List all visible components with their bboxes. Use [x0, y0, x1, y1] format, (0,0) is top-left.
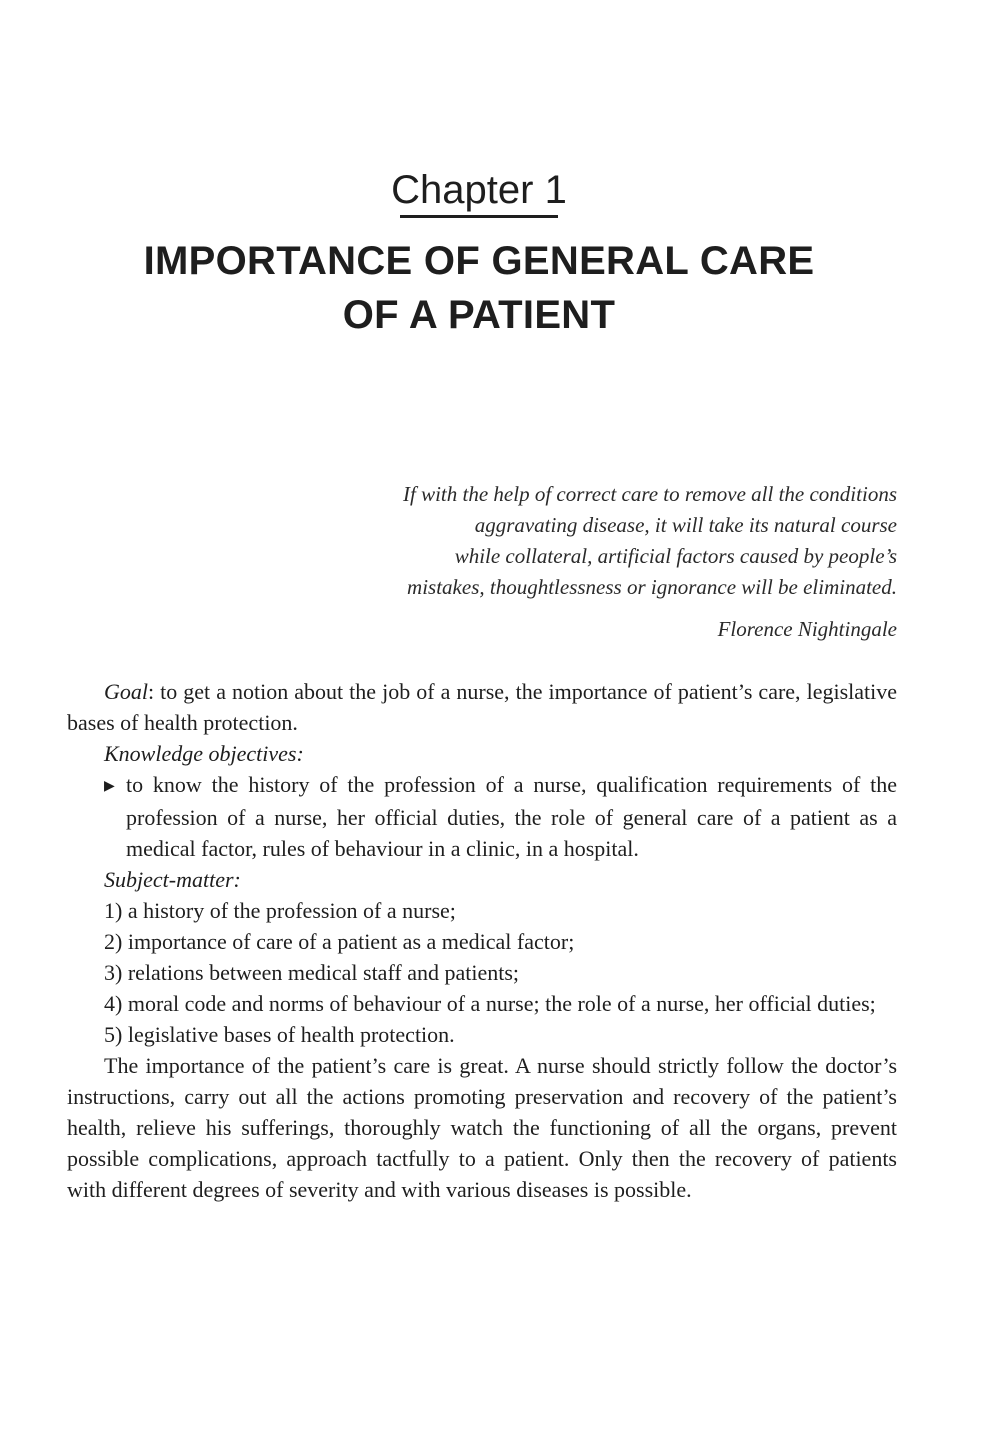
- triangle-bullet-icon: ▶: [104, 779, 115, 794]
- list-item: 4) moral code and norms of behaviour of a nurse; the role of a nurse, her official duties;: [104, 991, 876, 1016]
- knowledge-objective-text: to know the history of the profession of a nurse, qualification requirements of the profession of a nurse, her official duties, the role of general care of a patient as a medical factor, rules of behaviour in a clinic, in a hospital.: [126, 772, 897, 861]
- chapter-title: [0, 234, 958, 342]
- list-item: 2) importance of care of a patient as a medical factor;: [104, 929, 575, 954]
- epigraph-quote: [240, 479, 897, 603]
- chapter-label: Chapter 1: [391, 168, 567, 212]
- epigraph-line: while collateral, artificial factors caused by people’s: [454, 544, 897, 568]
- closing-paragraph: The importance of the patient’s care is great. A nurse should strictly follow the doctor’s instructions, carry out all the actions promoting preservation and recovery of the patient’s health, relieve his sufferings, thoroughly watch the functioning of all the organs, prevent possible complications, approach tactfully to a patient. Only then the recovery of patients with different degrees of severity and with various diseases is possible.: [67, 1053, 897, 1202]
- chapter-title-line-1: IMPORTANCE OF GENERAL CARE: [143, 239, 815, 283]
- chapter-body: [67, 676, 897, 1205]
- subject-matter-list: [67, 895, 897, 1050]
- list-item: 1) a history of the profession of a nurse;: [104, 898, 456, 923]
- epigraph-line: aggravating disease, it will take its natural course: [474, 513, 897, 537]
- epigraph-author: Florence Nightingale: [717, 617, 897, 641]
- subject-matter-heading: Subject-matter:: [104, 867, 241, 892]
- goal-paragraph: [67, 676, 897, 738]
- chapter-title-line-2: OF A PATIENT: [342, 293, 616, 337]
- knowledge-objective-item: [67, 769, 897, 864]
- goal-text: : to get a notion about the job of a nurse, the importance of patient’s care, legislative bases of health protection.: [67, 679, 897, 735]
- list-item: 5) legislative bases of health protection.: [104, 1022, 455, 1047]
- epigraph-line: mistakes, thoughtlessness or ignorance will be eliminated.: [407, 575, 897, 599]
- goal-label: Goal: [104, 679, 148, 704]
- list-item: 3) relations between medical staff and patients;: [104, 960, 520, 985]
- knowledge-objectives-heading: Knowledge objectives:: [104, 741, 304, 766]
- chapter-rule: [400, 215, 558, 218]
- epigraph-line: If with the help of correct care to remove all the conditions: [403, 482, 897, 506]
